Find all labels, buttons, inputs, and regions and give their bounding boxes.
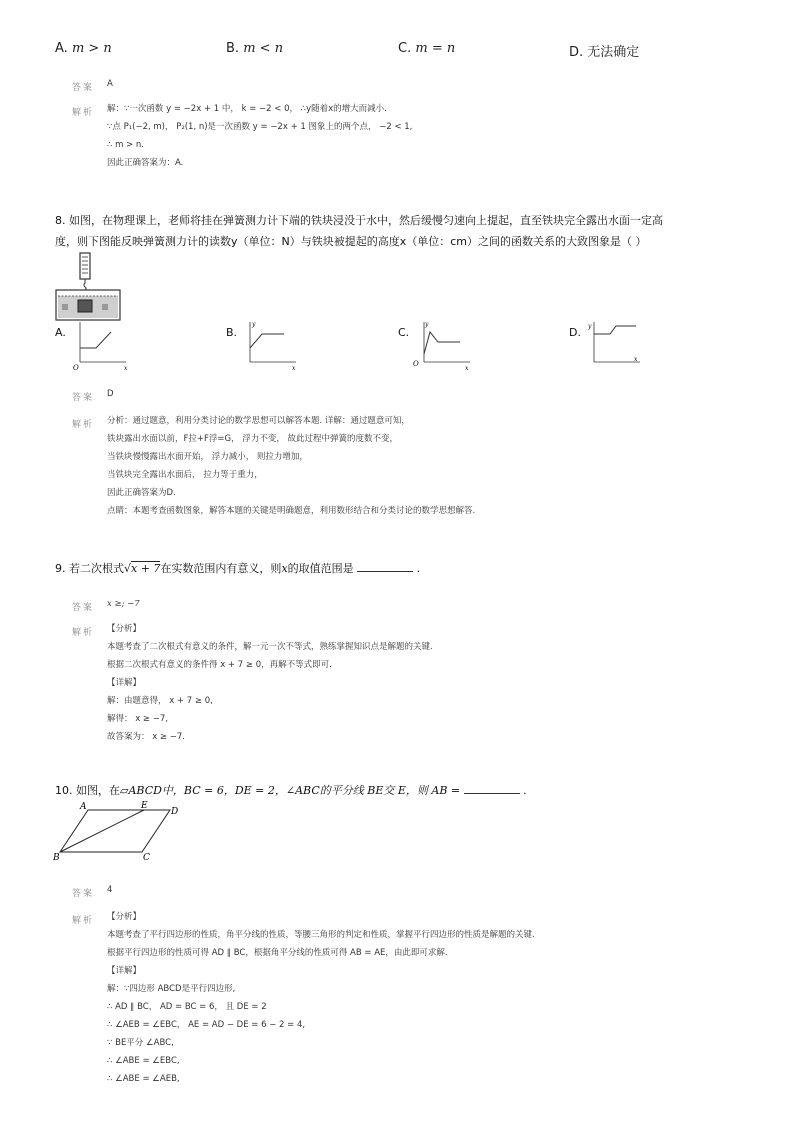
axis-x-label: x [292, 365, 296, 370]
analysis-line: ∴ ∠AEB = ∠EBC， AE = AD − DE = 6 − 2 = 4, [107, 1020, 306, 1030]
q8-option-c-label: C. [398, 326, 410, 339]
parallelogram-abcd [60, 810, 170, 852]
point-c-label: C [143, 853, 150, 863]
point-b-label: B [53, 853, 60, 863]
q7-answer-label: 答案 [72, 83, 95, 93]
analysis-line: 解：∵一次函数 y = −2x + 1 中， k = −2 < 0， ∴y随着x的增大而减小. [107, 104, 387, 114]
analysis-line: ∵ BE平分 ∠ABC, [107, 1038, 174, 1048]
origin-label: O [413, 360, 419, 368]
analysis-line: 点睛：本题考查函数图象，解答本题的关键是明确题意，利用数形结合和分类讨论的数学思想解答. [107, 506, 476, 516]
analysis-line: 分析：通过题意，利用分类讨论的数学思想可以解答本题. 详解：通过题意可知， [107, 416, 410, 426]
q8-answer-label: 答案 [72, 393, 95, 403]
graph-curve [250, 334, 284, 348]
q7-option-b: B. m < n [226, 41, 284, 56]
analysis-line: 本题考查了平行四边形的性质，角平分线的性质，等腰三角形的判定和性质，掌握平行四边形的性质是解题的关键. [107, 930, 535, 940]
analysis-line: 【详解】 [107, 678, 142, 688]
q9-answer: x ≥; −7 [107, 599, 140, 609]
analysis-line: ∵点 P₁(−2, m)， P₂(1, n)是一次函数 y = −2x + 1 图象上的两个点， −2 < 1, [107, 122, 413, 132]
analysis-line: 根据二次根式有意义的条件得 x + 7 ≥ 0，再解不等式即可. [107, 660, 332, 670]
q8-graph-b [236, 318, 301, 370]
axis-x-label: x [124, 365, 128, 370]
q7-option-d: D. 无法确定 [569, 45, 640, 60]
q10-analysis-label: 解析 [72, 916, 95, 926]
q9-answer-blank [357, 561, 413, 572]
q8-option-a-label: A. [55, 326, 66, 339]
q8-option-d-label: D. [569, 326, 581, 339]
q8-graph-c [410, 318, 475, 370]
q8-stem-line2: 度，则下图能反映弹簧测力计的读数y（单位：N）与铁块被提起的高度x（单位：cm）之间的函数关系的大致图象是（ ） [55, 235, 647, 248]
q8-analysis-label: 解析 [72, 420, 95, 430]
axis-x-label: x [465, 365, 469, 370]
graph-curve [80, 332, 111, 348]
parallelogram-figure [50, 798, 190, 864]
axis-y-label: y [425, 321, 429, 328]
graph-curve [424, 332, 460, 354]
axis-y-label: y [588, 323, 592, 330]
spring-scale-figure [54, 252, 124, 324]
point-e-label: E [141, 801, 148, 811]
q10-answer-blank [464, 783, 520, 794]
analysis-line: 当铁块完全露出水面后， 拉力等于重力， [107, 470, 263, 480]
q10-answer: 4 [107, 885, 113, 895]
analysis-line: ∴ AD ∥ BC， AD = BC = 6， 且 DE = 2 [107, 1002, 267, 1012]
segment-be [60, 810, 144, 852]
point-d-label: D [171, 807, 179, 817]
graph-curve [594, 326, 636, 334]
q9-radicand: x + 7 [131, 562, 161, 575]
q9-analysis-label: 解析 [72, 628, 95, 638]
q10-analysis [107, 908, 535, 1088]
analysis-line: 当铁块慢慢露出水面开始， 浮力减小， 则拉力增加， [107, 452, 308, 462]
q7-analysis-label: 解析 [72, 108, 95, 118]
analysis-line: 故答案为： x ≥ −7. [107, 732, 185, 742]
q7-option-a: A. m > n [55, 41, 112, 56]
q8-analysis [107, 412, 475, 520]
analysis-line: 因此正确答案为：A. [107, 158, 184, 168]
analysis-line: 【详解】 [107, 966, 142, 976]
q9-answer-label: 答案 [72, 603, 95, 613]
point-a-label: A [80, 802, 87, 812]
analysis-line: 解得： x ≥ −7, [107, 714, 168, 724]
q8-option-b-label: B. [226, 326, 238, 339]
analysis-line: ∴ ∠ABE = ∠AEB, [107, 1074, 180, 1084]
q7-analysis [107, 100, 412, 172]
analysis-line: 解：∵四边形 ABCD是平行四边形, [107, 984, 236, 994]
analysis-line: ∴ ∠ABE = ∠EBC, [107, 1056, 180, 1066]
iron-block [78, 300, 92, 312]
q8-graph-d [580, 318, 645, 370]
analysis-line: 因此正确答案为D. [107, 488, 176, 498]
q10-answer-label: 答案 [72, 889, 95, 899]
analysis-line: 根据平行四边形的性质可得 AD ∥ BC，根据角平分线的性质可得 AB = AE，由此即可求解. [107, 948, 448, 958]
q7-option-c: C. m = n [398, 41, 456, 56]
analysis-line: 本题考查了二次根式有意义的条件，解一元一次不等式，熟练掌握知识点是解题的关键. [107, 642, 433, 652]
analysis-line: 铁块露出水面以前，F拉+F浮=G， 浮力不变， 故此过程中弹簧的度数不变， [107, 434, 399, 444]
q9-analysis [107, 620, 433, 746]
analysis-line: 解：由题意得， x + 7 ≥ 0, [107, 696, 213, 706]
q8-answer: D [107, 389, 114, 399]
axis-x-label: x [634, 356, 638, 363]
q7-answer: A [107, 79, 113, 89]
analysis-line: 【分析】 [107, 624, 142, 634]
axis-y-label: y [252, 321, 256, 328]
q10-stem: 10. 如图，在▱ABCD中，BC = 6，DE = 2，∠ABC的平分线 BE交 E，则 AB = . [55, 784, 527, 797]
analysis-line: ∴ m > n. [107, 140, 145, 150]
origin-label: O [73, 364, 79, 370]
q9-stem: 9. 若二次根式√x + 7在实数范围内有意义，则x的取值范围是 . [55, 562, 421, 575]
analysis-line: 【分析】 [107, 912, 142, 922]
q8-graph-a [66, 318, 131, 370]
q8-stem-line1: 8. 如图，在物理课上，老师将挂在弹簧测力计下端的铁块浸没于水中，然后缓慢匀速向上提起，直至铁块完全露出水面一定高 [55, 214, 663, 227]
